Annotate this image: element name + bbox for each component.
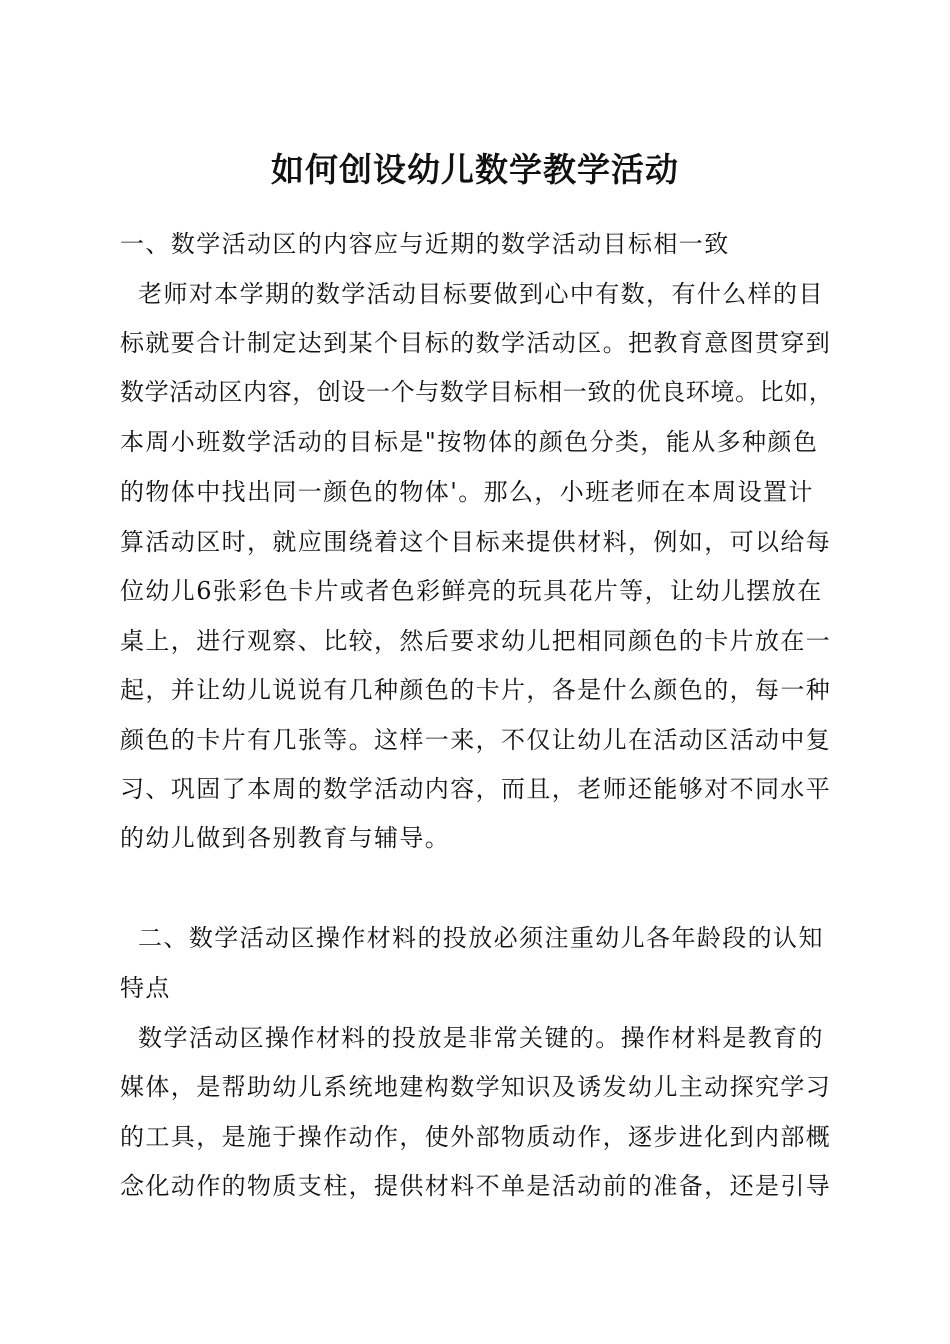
section-heading-2: 二、数学活动区操作材料的投放必须注重幼儿各年龄段的认知 xyxy=(120,924,824,952)
paragraph-line: 的幼儿做到各别教育与辅导。 xyxy=(120,824,451,852)
paragraph-line: 位幼儿6张彩色卡片或者色彩鲜亮的玩具花片等，让幼儿摆放在 xyxy=(120,577,823,605)
section-heading-2-cont: 特点 xyxy=(120,974,171,1002)
section-heading-1: 一、数学活动区的内容应与近期的数学活动目标相一致 xyxy=(120,230,730,258)
paragraph-line: 念化动作的物质支柱，提供材料不单是活动前的准备，还是引导 xyxy=(120,1172,832,1200)
paragraph-line: 算活动区时，就应围绕着这个目标来提供材料，例如，可以给每 xyxy=(120,528,832,556)
paragraph-line: 老师对本学期的数学活动目标要做到心中有数，有什么样的目 xyxy=(120,280,824,308)
paragraph-line: 习、巩固了本周的数学活动内容，而且，老师还能够对不同水平 xyxy=(120,775,832,803)
paragraph-line: 的工具，是施于操作动作，使外部物质动作，逐步进化到内部概 xyxy=(120,1123,832,1151)
paragraph-line: 数学活动区内容，创设一个与数学目标相一致的优良环境。比如， xyxy=(120,378,834,406)
paragraph-line: 颜色的卡片有几张等。这样一来，不仅让幼儿在活动区活动中复 xyxy=(120,726,832,754)
paragraph-line: 本周小班数学活动的目标是"按物体的颜色分类，能从多种颜色 xyxy=(120,428,819,456)
paragraph-line: 媒体，是帮助幼儿系统地建构数学知识及诱发幼儿主动探究学习 xyxy=(120,1073,832,1101)
paragraph-line: 的物体中找出同一颜色的物体'。那么，小班老师在本周设置计 xyxy=(120,478,814,506)
document-title: 如何创设幼儿数学教学活动 xyxy=(271,150,679,189)
paragraph-line: 桌上，进行观察、比较，然后要求幼儿把相同颜色的卡片放在一 xyxy=(120,627,832,655)
paragraph-line: 起，并让幼儿说说有几种颜色的卡片，各是什么颜色的，每一种 xyxy=(120,676,832,704)
paragraph-line: 标就要合计制定达到某个目标的数学活动区。把教育意图贯穿到 xyxy=(120,329,832,357)
paragraph-line: 数学活动区操作材料的投放是非常关键的。操作材料是教育的 xyxy=(120,1024,824,1052)
